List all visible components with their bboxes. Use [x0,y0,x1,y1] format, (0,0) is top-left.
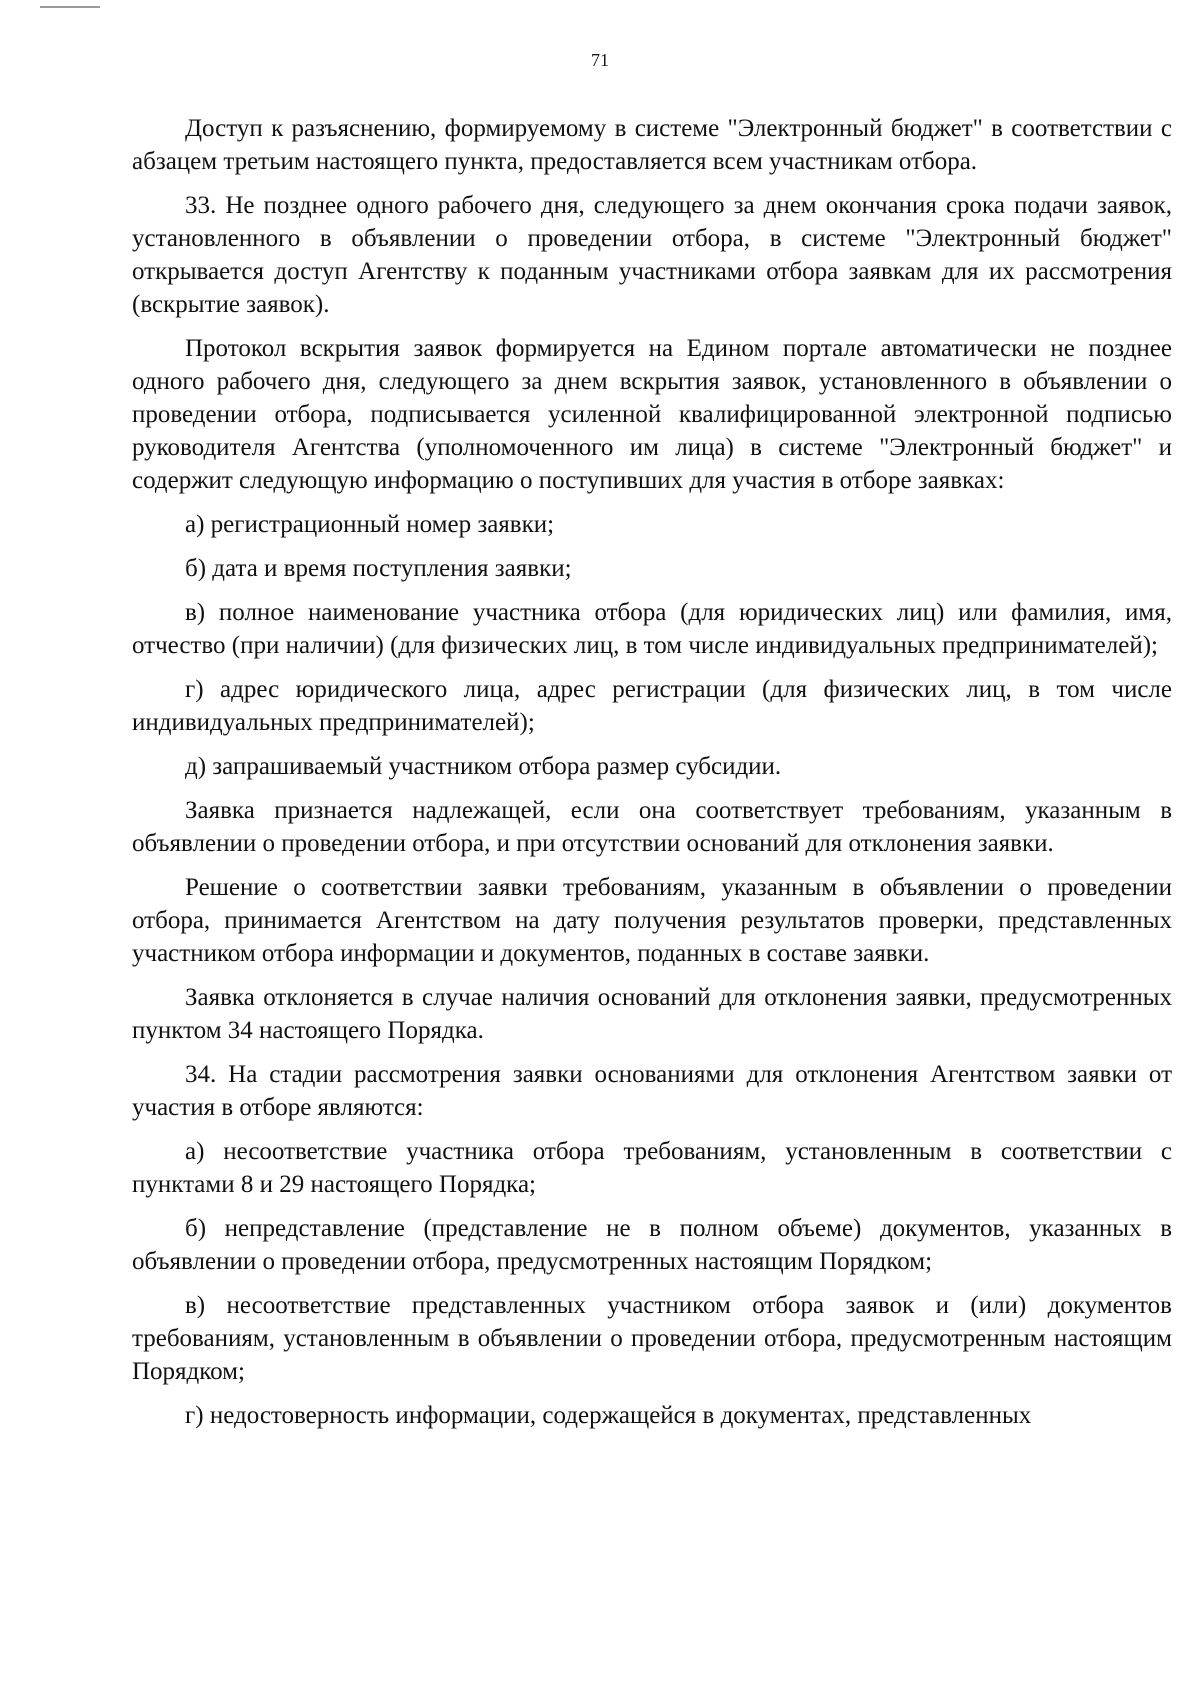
scan-edge-mark [40,6,100,8]
list-item-a-registration-number: а) регистрационный номер заявки; [185,511,555,538]
paragraph-compliance-decision: Решение о соответствии заявки требованиям, указанным в объявлении о проведении отбора, принимается Агентством на дату получения результатов проверки, представленных участником отбора информации и документов, поданных в составе заявки. [132,874,1172,967]
paragraph-access-clarification: Доступ к разъяснению, формируемому в системе "Электронный бюджет" в соответствии с абзацем третьим настоящего пункта, предоставляется всем участникам отбора. [132,115,1172,175]
document-body [132,112,1172,1443]
page-number: 71 [591,50,609,70]
paragraph-application-rejected: Заявка отклоняется в случае наличия оснований для отклонения заявки, предусмотренных пунктом 34 настоящего Порядка. [132,984,1172,1044]
list-item-g-inaccurate-information: г) недостоверность информации, содержащейся в документах, представленных [185,1402,1032,1429]
paragraph-clause-33: 33. Не позднее одного рабочего дня, следующего за днем окончания срока подачи заявок, установленного в объявлении о проведении отбора, в системе "Электронный бюджет" открывается доступ Агентству к поданным участниками отбора заявкам для их рассмотрения (вскрытие заявок). [132,192,1172,318]
paragraph-clause-34: 34. На стадии рассмотрения заявки основаниями для отклонения Агентством заявки от участия в отборе являются: [132,1061,1172,1121]
list-item-v-document-mismatch: в) несоответствие представленных участником отбора заявок и (или) документов требованиям, установленным в объявлении о проведении отбора, предусмотренным настоящим Порядком; [132,1292,1172,1385]
paragraph-opening-protocol: Протокол вскрытия заявок формируется на Едином портале автоматически не позднее одного рабочего дня, следующего за днем вскрытия заявок, установленного в объявлении о проведении отбора, подписывается усиленной квалифицированной электронной подписью руководителя Агентства (уполномоченного им лица) в системе "Электронный бюджет" и содержит следующую информацию о поступивших для участия в отборе заявках: [132,335,1172,494]
paragraph-application-proper: Заявка признается надлежащей, если она соответствует требованиям, указанным в объявлении о проведении отбора, и при отсутствии оснований для отклонения заявки. [132,797,1172,857]
list-item-g-address: г) адрес юридического лица, адрес регистрации (для физических лиц, в том числе индивидуальных предпринимателей); [132,676,1172,736]
list-item-d-subsidy-amount: д) запрашиваемый участником отбора размер субсидии. [185,753,782,780]
list-item-v-participant-name: в) полное наименование участника отбора (для юридических лиц) или фамилия, имя, отчество (при наличии) (для физических лиц, в том числе индивидуальных предпринимателей); [132,599,1172,659]
list-item-b-date-time: б) дата и время поступления заявки; [185,555,572,582]
list-item-a-noncompliance: а) несоответствие участника отбора требованиям, установленным в соответствии с пунктами 8 и 29 настоящего Порядка; [132,1138,1172,1198]
list-item-b-missing-documents: б) непредставление (представление не в полном объеме) документов, указанных в объявлении о проведении отбора, предусмотренных настоящим Порядком; [132,1215,1172,1275]
